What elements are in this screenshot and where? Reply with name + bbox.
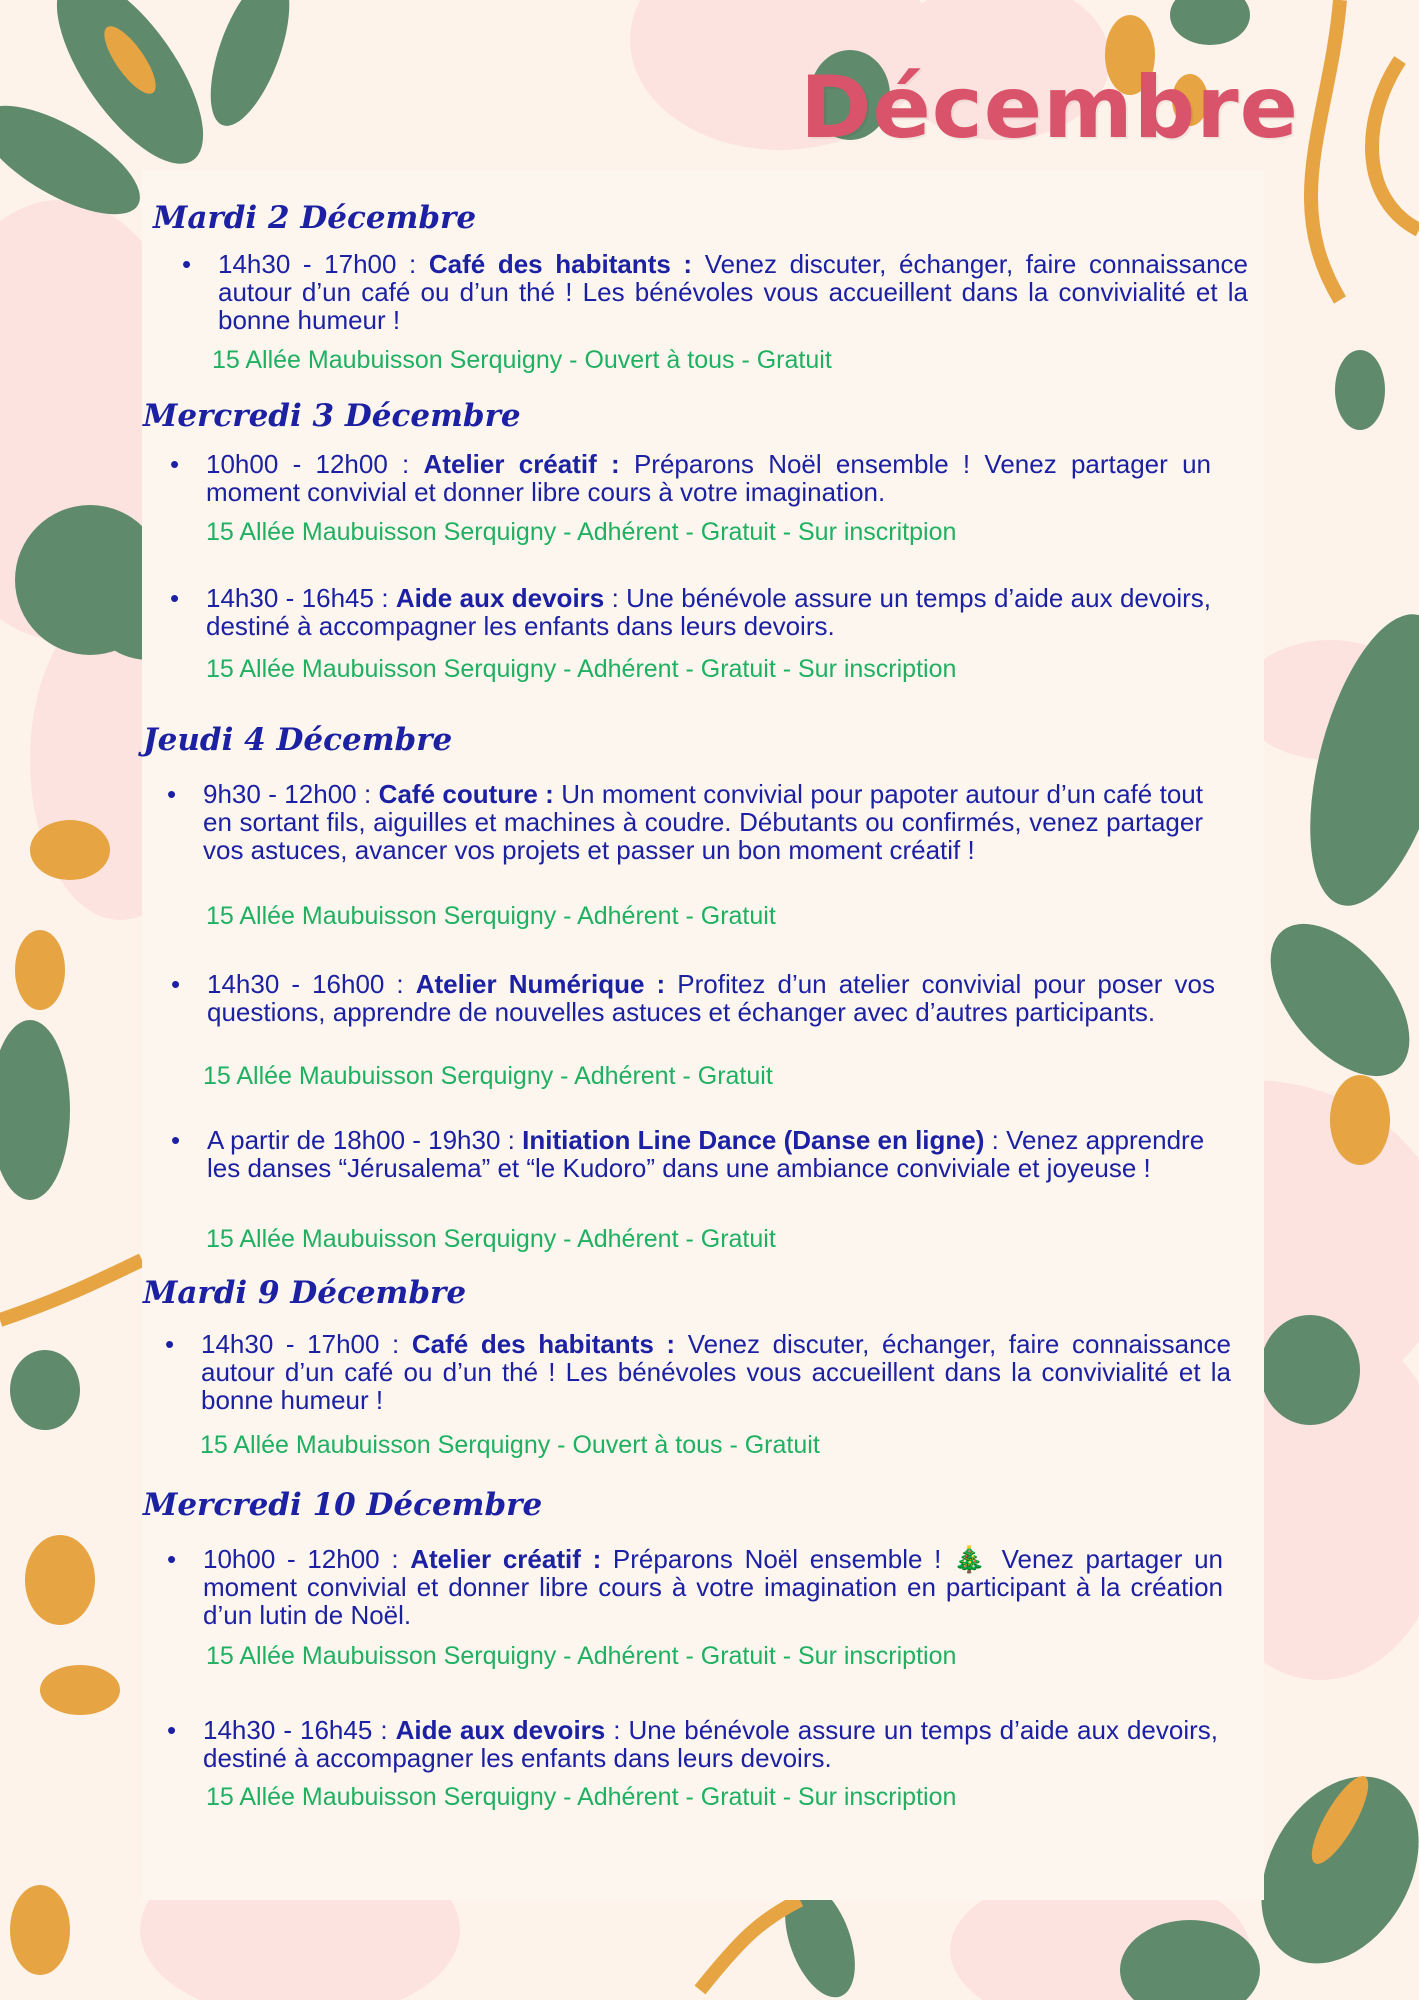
event-name: Atelier créatif : xyxy=(410,1544,602,1574)
day-heading: Jeudi 4 Décembre xyxy=(143,722,453,758)
day-heading: Mardi 9 Décembre xyxy=(143,1275,467,1311)
event-description: : Une bénévole assure un temps d’aide aux devoirs, destiné à accompagner les enfants dans leurs devoirs. xyxy=(203,1715,1219,1773)
event-name: Atelier créatif : xyxy=(423,449,620,479)
bullet-icon: • xyxy=(182,249,192,279)
bullet-icon: • xyxy=(167,1715,177,1745)
event-location: 15 Allée Maubuisson Serquigny - Adhérent - Gratuit - Sur inscription xyxy=(206,655,957,683)
event-item xyxy=(170,449,1211,507)
event-description: Venez discuter, échanger, faire connaissance autour d’un café ou d’un thé ! Les bénévoles vous accueillent dans la convivialité et la bonne humeur ! xyxy=(201,1329,1231,1415)
page-title: Décembre xyxy=(800,58,1299,158)
event-item xyxy=(167,1715,1219,1773)
day-heading: Mercredi 3 Décembre xyxy=(143,398,521,434)
event-name: Aide aux devoirs xyxy=(395,583,605,613)
event-name: Atelier Numérique : xyxy=(415,969,666,999)
event-time: 14h30 - 17h00 : xyxy=(218,249,417,279)
event-item xyxy=(167,1544,1223,1630)
event-location: 15 Allée Maubuisson Serquigny - Adhérent - Gratuit xyxy=(206,902,776,930)
day-heading: Mercredi 10 Décembre xyxy=(143,1487,543,1523)
event-location: 15 Allée Maubuisson Serquigny - Adhérent - Gratuit - Sur inscription xyxy=(206,1783,957,1811)
bullet-icon: • xyxy=(171,1125,181,1155)
event-time: 10h00 - 12h00 : xyxy=(206,449,410,479)
event-time: 14h30 - 16h45 : xyxy=(203,1715,388,1745)
event-time: 14h30 - 16h00 : xyxy=(207,969,404,999)
event-name: Initiation Line Dance (Danse en ligne) xyxy=(522,1125,985,1155)
event-description: : Une bénévole assure un temps d’aide aux devoirs, destiné à accompagner les enfants dans leurs devoirs. xyxy=(206,583,1211,641)
event-description: Un moment convivial pour papoter autour d’un café tout en sortant fils, aiguilles et machines à coudre. Débutants ou confirmés, venez partager vos astuces, avancer vos projets et passer un bon moment créatif ! xyxy=(203,779,1203,865)
event-name: Café des habitants : xyxy=(428,249,693,279)
event-time: 14h30 - 17h00 : xyxy=(201,1329,400,1359)
event-item xyxy=(165,1329,1231,1415)
event-time: A partir de 18h00 - 19h30 : xyxy=(207,1125,515,1155)
event-item xyxy=(171,1125,1215,1183)
event-item xyxy=(170,583,1211,641)
event-location: 15 Allée Maubuisson Serquigny - Adhérent - Gratuit - Sur inscritpion xyxy=(206,518,957,546)
event-description: Préparons Noël ensemble ! Venez partager un moment convivial et donner libre cours à votre imagination. xyxy=(206,449,1211,507)
day-heading: Mardi 2 Décembre xyxy=(153,200,477,236)
event-location: 15 Allée Maubuisson Serquigny - Adhérent - Gratuit xyxy=(206,1225,776,1253)
event-description: Venez discuter, échanger, faire connaissance autour d’un café ou d’un thé ! Les bénévoles vous accueillent dans la convivialité et la bonne humeur ! xyxy=(218,249,1248,335)
event-name: Café des habitants : xyxy=(411,1329,676,1359)
event-description: Préparons Noël ensemble ! 🎄 Venez partager un moment convivial et donner libre cours à votre imagination en participant à la création d’un lutin de Noël. xyxy=(203,1544,1223,1630)
bullet-icon: • xyxy=(170,449,180,479)
event-item xyxy=(171,969,1215,1027)
event-location: 15 Allée Maubuisson Serquigny - Ouvert à tous - Gratuit xyxy=(200,1431,820,1459)
bullet-icon: • xyxy=(165,1329,175,1359)
event-time: 14h30 - 16h45 : xyxy=(206,583,389,613)
bullet-icon: • xyxy=(171,969,181,999)
event-time: 9h30 - 12h00 : xyxy=(203,779,372,809)
event-description: : Venez apprendre les danses “Jérusalema” et “le Kudoro” dans une ambiance conviviale et joyeuse ! xyxy=(207,1125,1205,1183)
bullet-icon: • xyxy=(170,583,180,613)
bullet-icon: • xyxy=(167,1544,177,1574)
event-location: 15 Allée Maubuisson Serquigny - Ouvert à tous - Gratuit xyxy=(212,346,832,374)
event-time: 10h00 - 12h00 : xyxy=(203,1544,399,1574)
event-location: 15 Allée Maubuisson Serquigny - Adhérent - Gratuit xyxy=(203,1062,773,1090)
event-item xyxy=(182,249,1248,335)
event-item xyxy=(167,779,1203,865)
event-description: Profitez d’un atelier convivial pour poser vos questions, apprendre de nouvelles astuces et échanger avec d’autres participants. xyxy=(207,969,1215,1027)
event-name: Café couture : xyxy=(378,779,554,809)
event-location: 15 Allée Maubuisson Serquigny - Adhérent - Gratuit - Sur inscription xyxy=(206,1642,957,1670)
event-name: Aide aux devoirs xyxy=(395,1715,606,1745)
bullet-icon: • xyxy=(167,779,177,809)
